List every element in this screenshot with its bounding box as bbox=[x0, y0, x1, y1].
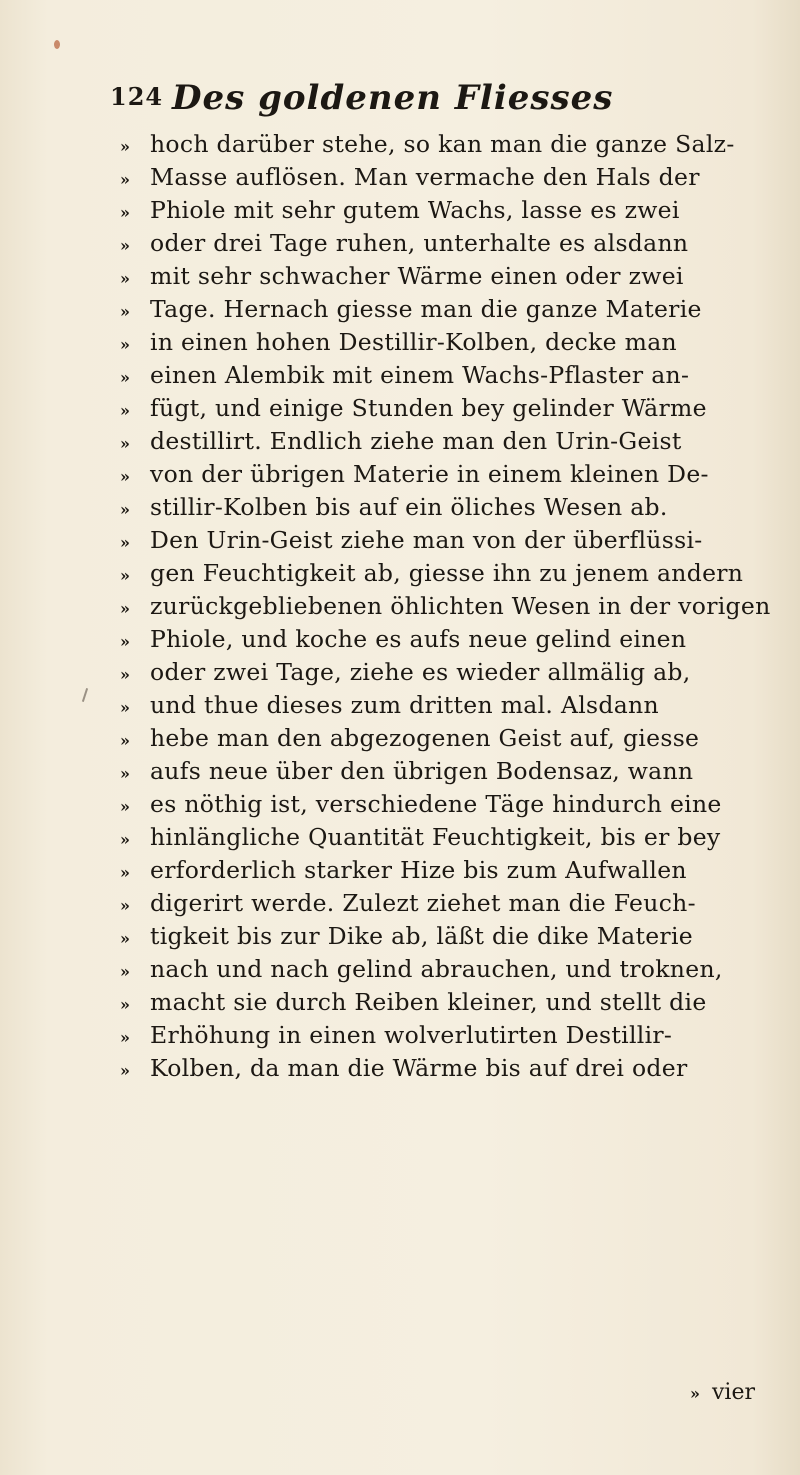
text-line bbox=[120, 161, 780, 194]
text-line bbox=[120, 656, 780, 689]
text-line bbox=[120, 821, 780, 854]
quote-mark: » bbox=[120, 368, 130, 387]
line-text: hoch darüber stehe, so kan man die ganze Salz- bbox=[150, 130, 735, 158]
quote-mark: » bbox=[120, 731, 130, 750]
text-line bbox=[120, 557, 780, 590]
catchword-quote-mark: » bbox=[690, 1384, 700, 1403]
line-text: nach und nach gelind abrauchen, und troknen, bbox=[150, 955, 723, 983]
line-text: fügt, und einige Stunden bey gelinder Wärme bbox=[150, 394, 707, 422]
line-text: macht sie durch Reiben kleiner, und stellt die bbox=[150, 988, 707, 1016]
quote-mark: » bbox=[120, 566, 130, 585]
line-text: in einen hohen Destillir-Kolben, decke man bbox=[150, 328, 677, 356]
text-line bbox=[120, 491, 780, 524]
quote-mark: » bbox=[120, 500, 130, 519]
text-line bbox=[120, 689, 780, 722]
quote-mark: » bbox=[120, 137, 130, 156]
text-line bbox=[120, 227, 780, 260]
margin-pencil-mark bbox=[82, 688, 88, 702]
text-line bbox=[120, 359, 780, 392]
text-line bbox=[120, 854, 780, 887]
text-line bbox=[120, 392, 780, 425]
line-text: Erhöhung in einen wolverlutirten Destillir- bbox=[150, 1021, 673, 1049]
text-line bbox=[120, 623, 780, 656]
line-text: erforderlich starker Hize bis zum Aufwallen bbox=[150, 856, 687, 884]
page-header bbox=[110, 78, 710, 122]
line-text: und thue dieses zum dritten mal. Alsdann bbox=[150, 691, 659, 719]
line-text: mit sehr schwacher Wärme einen oder zwei bbox=[150, 262, 684, 290]
line-text: destillirt. Endlich ziehe man den Urin-Geist bbox=[150, 427, 682, 455]
text-line bbox=[120, 1019, 780, 1052]
quote-mark: » bbox=[120, 665, 130, 684]
text-line bbox=[120, 128, 780, 161]
text-line bbox=[120, 425, 780, 458]
quote-mark: » bbox=[120, 962, 130, 981]
quote-mark: » bbox=[120, 698, 130, 717]
line-text: hebe man den abgezogenen Geist auf, giesse bbox=[150, 724, 700, 752]
catchword bbox=[690, 1380, 755, 1405]
line-text: Phiole mit sehr gutem Wachs, lasse es zwei bbox=[150, 196, 680, 224]
line-text: Masse auflösen. Man vermache den Hals der bbox=[150, 163, 700, 191]
quote-mark: » bbox=[120, 830, 130, 849]
quote-mark: » bbox=[120, 896, 130, 915]
quote-mark: » bbox=[120, 863, 130, 882]
line-text: oder zwei Tage, ziehe es wieder allmälig ab, bbox=[150, 658, 691, 686]
text-line bbox=[120, 755, 780, 788]
quote-mark: » bbox=[120, 1028, 130, 1047]
text-line bbox=[120, 326, 780, 359]
line-text: gen Feuchtigkeit ab, giesse ihn zu jenem andern bbox=[150, 559, 744, 587]
quote-mark: » bbox=[120, 929, 130, 948]
quote-mark: » bbox=[120, 203, 130, 222]
quote-mark: » bbox=[120, 434, 130, 453]
line-text: zurückgebliebenen öhlichten Wesen in der vorigen bbox=[150, 592, 771, 620]
line-text: Kolben, da man die Wärme bis auf drei oder bbox=[150, 1054, 688, 1082]
text-line bbox=[120, 920, 780, 953]
line-text: Den Urin-Geist ziehe man von der überflüssi- bbox=[150, 526, 703, 554]
quote-mark: » bbox=[120, 632, 130, 651]
quote-mark: » bbox=[120, 995, 130, 1014]
text-line bbox=[120, 722, 780, 755]
line-text: es nöthig ist, verschiedene Täge hindurch eine bbox=[150, 790, 722, 818]
ink-spot-mark bbox=[54, 40, 60, 49]
catchword-text: vier bbox=[712, 1380, 756, 1405]
line-text: hinlängliche Quantität Feuchtigkeit, bis er bey bbox=[150, 823, 721, 851]
text-line bbox=[120, 788, 780, 821]
line-text: einen Alembik mit einem Wachs-Pflaster an- bbox=[150, 361, 690, 389]
text-line bbox=[120, 953, 780, 986]
text-line bbox=[120, 1052, 780, 1085]
quote-mark: » bbox=[120, 467, 130, 486]
quote-mark: » bbox=[120, 1061, 130, 1080]
text-line bbox=[120, 524, 780, 557]
line-text: Tage. Hernach giesse man die ganze Materie bbox=[150, 295, 702, 323]
quote-mark: » bbox=[120, 170, 130, 189]
body-text bbox=[120, 128, 780, 1085]
quote-mark: » bbox=[120, 236, 130, 255]
line-text: von der übrigen Materie in einem kleinen De- bbox=[150, 460, 709, 488]
quote-mark: » bbox=[120, 533, 130, 552]
text-line bbox=[120, 590, 780, 623]
page-number: 124 bbox=[110, 82, 164, 111]
line-text: digerirt werde. Zulezt ziehet man die Feuch- bbox=[150, 889, 696, 917]
line-text: aufs neue über den übrigen Bodensaz, wann bbox=[150, 757, 694, 785]
text-line bbox=[120, 194, 780, 227]
quote-mark: » bbox=[120, 269, 130, 288]
line-text: Phiole, und koche es aufs neue gelind einen bbox=[150, 625, 687, 653]
quote-mark: » bbox=[120, 599, 130, 618]
text-line bbox=[120, 887, 780, 920]
quote-mark: » bbox=[120, 401, 130, 420]
text-line bbox=[120, 260, 780, 293]
text-line bbox=[120, 293, 780, 326]
line-text: oder drei Tage ruhen, unterhalte es alsdann bbox=[150, 229, 689, 257]
text-line bbox=[120, 986, 780, 1019]
quote-mark: » bbox=[120, 302, 130, 321]
line-text: stillir-Kolben bis auf ein öliches Wesen ab. bbox=[150, 493, 668, 521]
quote-mark: » bbox=[120, 335, 130, 354]
quote-mark: » bbox=[120, 797, 130, 816]
line-text: tigkeit bis zur Dike ab, läßt die dike Materie bbox=[150, 922, 693, 950]
text-line bbox=[120, 458, 780, 491]
quote-mark: » bbox=[120, 764, 130, 783]
running-head: Des goldenen Fliesses bbox=[172, 78, 614, 118]
